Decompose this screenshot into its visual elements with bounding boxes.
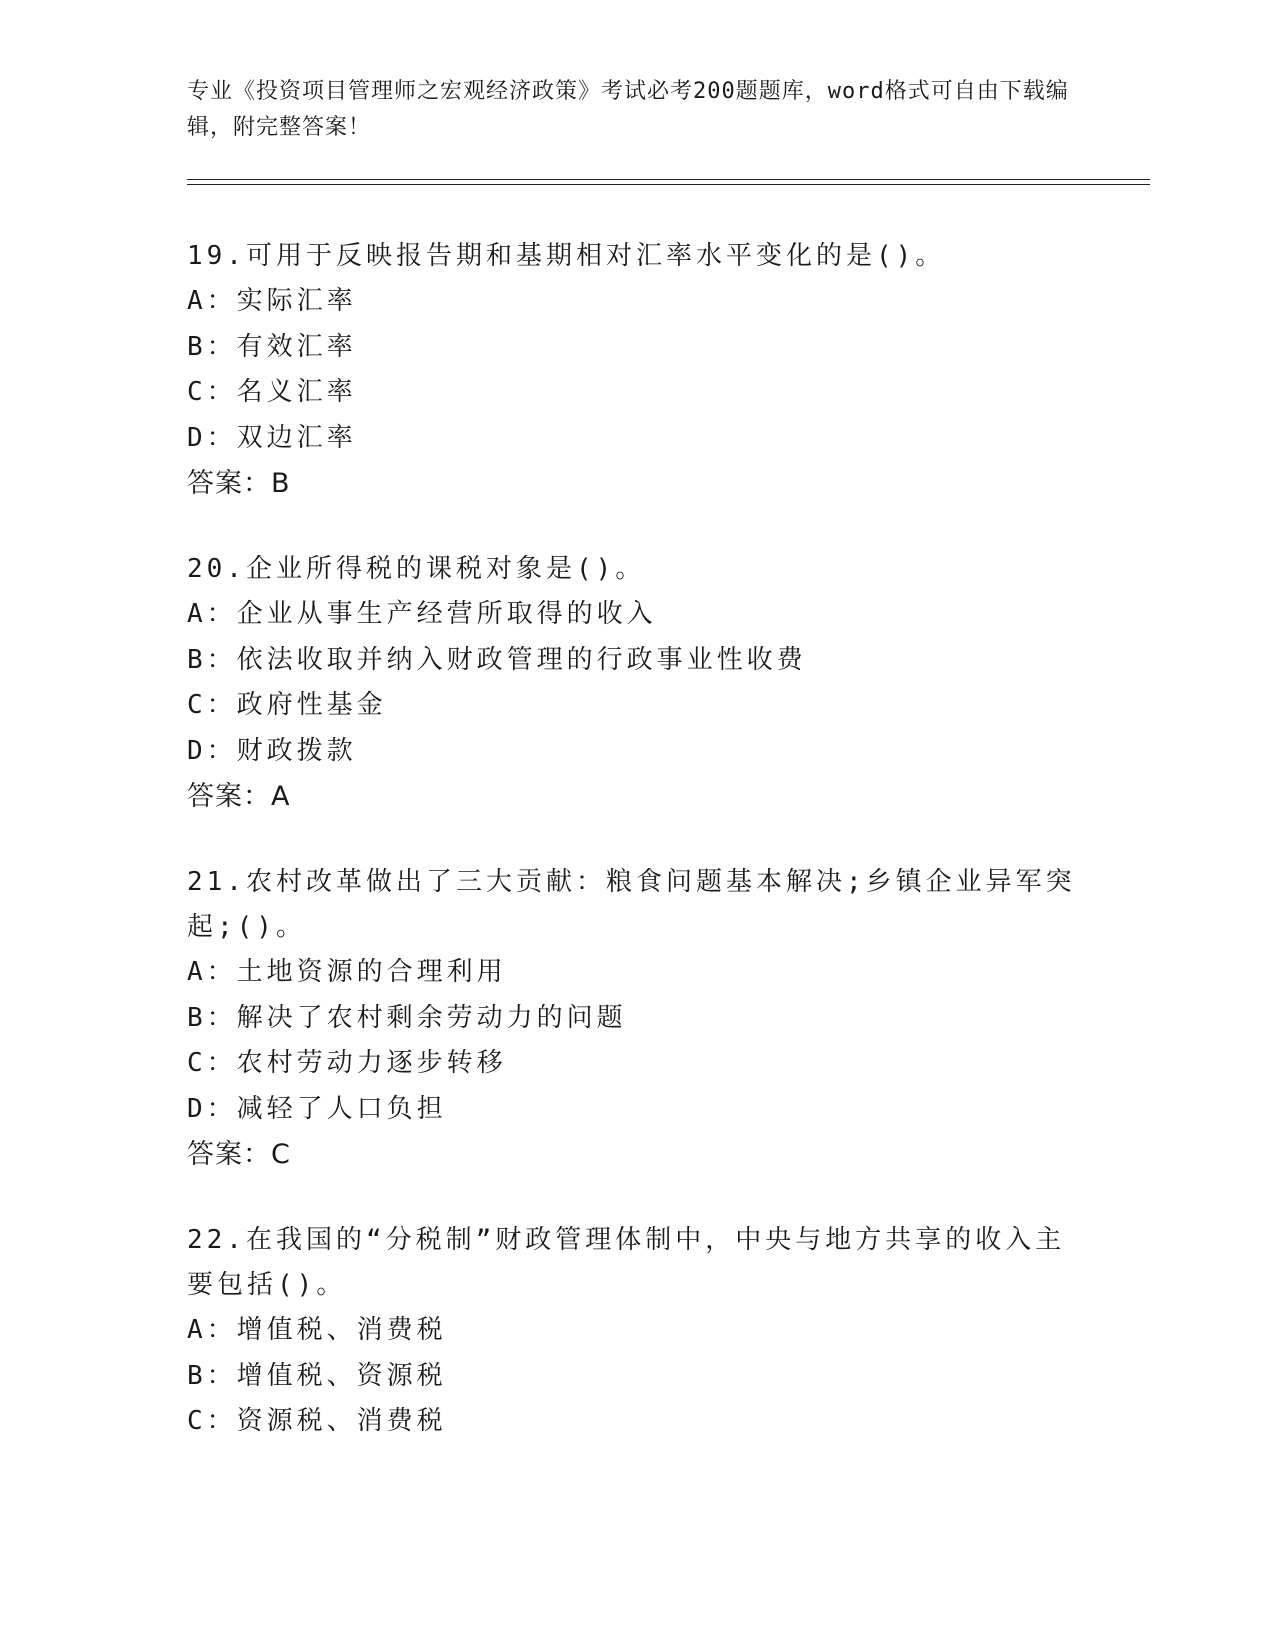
document-header: 专业《投资项目管理师之宏观经济政策》考试必考200题题库，word格式可自由下载编辑，附完整答案！: [187, 79, 1069, 140]
question-text: 20.企业所得税的课税对象是()。: [187, 554, 646, 584]
header-rule-bottom: [187, 184, 1150, 185]
question-21: [187, 860, 1087, 1178]
option-a: A：土地资源的合理利用: [187, 957, 507, 987]
option-c: C：资源税、消费税: [187, 1406, 447, 1436]
question-text: 19.可用于反映报告期和基期相对汇率水平变化的是()。: [187, 241, 946, 271]
question-20: [187, 547, 1087, 820]
option-c: C：农村劳动力逐步转移: [187, 1048, 507, 1078]
option-c: C：名义汇率: [187, 377, 357, 407]
option-d: D：减轻了人口负担: [187, 1093, 447, 1124]
option-c: C：政府性基金: [187, 690, 387, 720]
option-b: B：增值税、资源税: [187, 1360, 447, 1391]
option-d: D：双边汇率: [187, 422, 357, 453]
answer: 答案：C: [187, 1139, 291, 1170]
header-rule-top: [187, 179, 1150, 180]
option-a: A：实际汇率: [187, 286, 357, 316]
option-d: D：财政拨款: [187, 735, 357, 766]
answer: 答案：B: [187, 468, 291, 499]
question-19: [187, 234, 1087, 507]
option-b: B：解决了农村剩余劳动力的问题: [187, 1002, 627, 1033]
option-a: A：企业从事生产经营所取得的收入: [187, 599, 657, 629]
question-text: 22.在我国的“分税制”财政管理体制中，中央与地方共享的收入主要包括()。: [187, 1225, 1066, 1300]
question-list: [187, 234, 1087, 1485]
answer: 答案：A: [187, 781, 291, 812]
question-text: 21.农村改革做出了三大贡献：粮食问题基本解决;乡镇企业异军突起;()。: [187, 867, 1076, 942]
option-a: A：增值税、消费税: [187, 1315, 447, 1345]
option-b: B：有效汇率: [187, 331, 357, 362]
question-22: [187, 1218, 1087, 1445]
option-b: B：依法收取并纳入财政管理的行政事业性收费: [187, 644, 807, 675]
